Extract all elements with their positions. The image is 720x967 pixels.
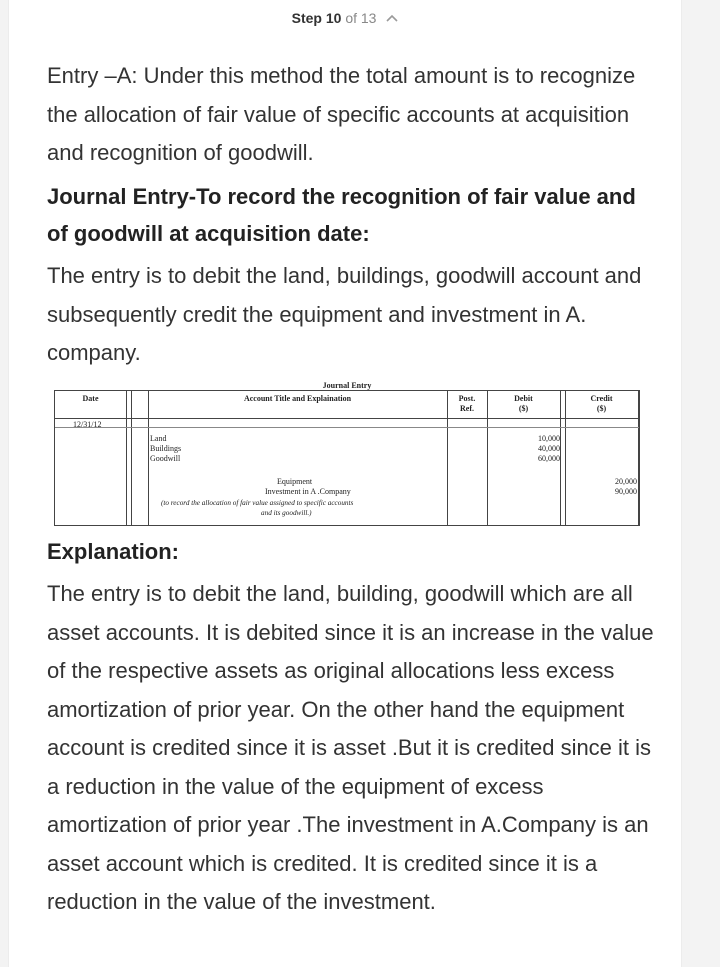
debit-amount: 60,000 — [538, 454, 560, 463]
chevron-up-icon[interactable] — [386, 14, 398, 22]
step-label: Step 10 — [291, 10, 342, 26]
intro-paragraph: Entry –A: Under this method the total amount is to recognize the allocation of fair value of specific accounts at acquisition and recognition of goodwill. — [47, 63, 636, 165]
step-indicator[interactable] — [9, 10, 681, 26]
entry-date: 12/31/12 — [73, 420, 102, 429]
header-date: Date — [82, 394, 99, 403]
header-debit-unit: ($) — [518, 404, 529, 413]
narration: (to record the allocation of fair value assigned to specific accounts — [161, 499, 354, 507]
debit-account: Buildings — [150, 444, 182, 453]
header-post: Post. — [458, 394, 476, 403]
credit-account: Investment in A .Company — [265, 487, 351, 496]
header-ref: Ref. — [460, 404, 474, 413]
explanation-heading: Explanation: — [47, 539, 180, 564]
header-credit: Credit — [590, 394, 613, 403]
journal-entry-heading: Journal Entry-To record the recognition of fair value and of goodwill at acquisition date: — [47, 184, 636, 246]
credit-amount: 20,000 — [615, 477, 637, 486]
step-total: of 13 — [345, 10, 377, 26]
credit-account: Equipment — [277, 477, 313, 486]
debit-account: Land — [150, 434, 167, 443]
journal-grid — [54, 390, 640, 526]
explanation-paragraph: The entry is to debit the land, building, goodwill which are all asset accounts. It is debited since it is an increase in the value of the respective assets as original allocations less excess amortization of prior year. On the other hand the equipment account is credited since it is asset .But it is credited since it is a reduction in the value of the equipment of excess amortization of prior year .The investment in A.Company is an asset account which is credited. It is credited since it is a reduction in the value of the investment. — [47, 581, 654, 914]
narration: and its goodwill.) — [261, 509, 312, 517]
header-account: Account Title and Explaination — [243, 394, 352, 403]
debit-amount: 40,000 — [538, 444, 560, 453]
journal-title: Journal Entry — [322, 381, 372, 390]
debit-amount: 10,000 — [538, 434, 560, 443]
journal-entry-table — [54, 381, 640, 526]
header-credit-unit: ($) — [596, 404, 607, 413]
entry-description: The entry is to debit the land, buildings, goodwill account and subsequently credit the equipment and investment in A. company. — [47, 263, 642, 365]
header-debit: Debit — [514, 394, 533, 403]
step-card — [8, 0, 682, 967]
credit-amount: 90,000 — [615, 487, 637, 496]
debit-account: Goodwill — [150, 454, 181, 463]
